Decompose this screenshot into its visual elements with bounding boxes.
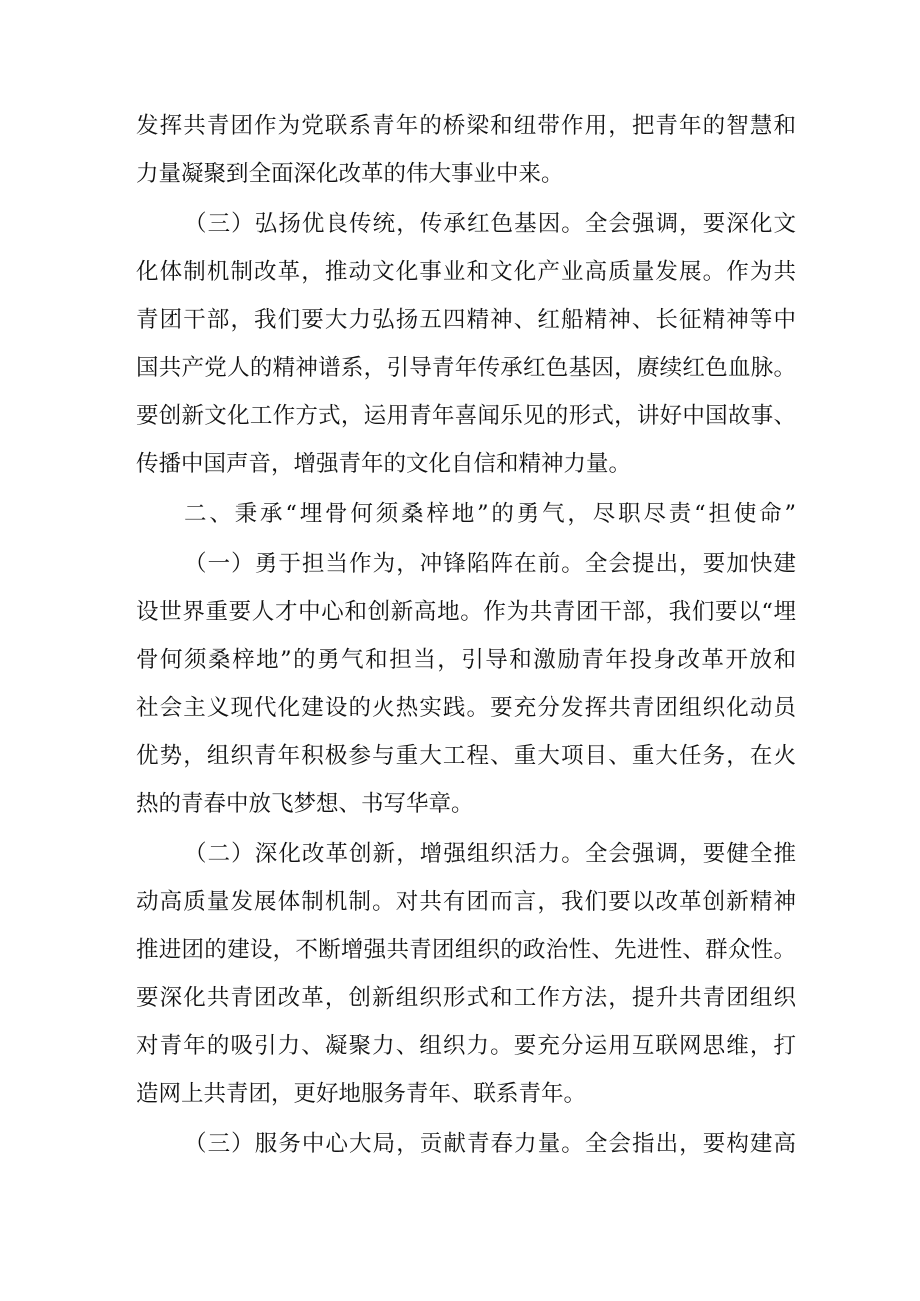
body-text-line: 传播中国声音，增强青年的文化自信和精神力量。: [136, 451, 632, 477]
body-text-line: 动高质量发展体制机制。对共有团而言，我们要以改革创新精神: [136, 889, 796, 915]
section-heading-line: （二）深化改革创新，增强组织活力。全会强调，要健全推: [184, 841, 796, 867]
body-text-line: 化体制机制改革，推动文化事业和文化产业高质量发展。作为共: [136, 259, 796, 285]
body-text-line: 要创新文化工作方式，运用青年喜闻乐见的形式，讲好中国故事、: [136, 403, 796, 429]
body-text-line: 青团干部，我们要大力弘扬五四精神、红船精神、长征精神等中: [136, 307, 796, 333]
body-text-line: 要深化共青团改革，创新组织形式和工作方法，提升共青团组织: [136, 985, 796, 1011]
section-heading-line: （三）弘扬优良传统，传承红色基因。全会强调，要深化文: [184, 211, 796, 237]
body-text-line: 设世界重要人才中心和创新高地。作为共青团干部，我们要以“埋: [136, 599, 796, 625]
body-text-line: 热的青春中放飞梦想、书写华章。: [136, 791, 474, 817]
body-text-line: 力量凝聚到全面深化改革的伟大事业中来。: [136, 161, 564, 187]
section-heading-line: （一）勇于担当作为，冲锋陷阵在前。全会提出，要加快建: [184, 551, 796, 577]
section-heading-line: （三）服务中心大局，贡献青春力量。全会指出，要构建高: [184, 1131, 796, 1157]
body-text-line: 造网上共青团，更好地服务青年、联系青年。: [136, 1081, 587, 1107]
body-text-line: 对青年的吸引力、凝聚力、组织力。要充分运用互联网思维，打: [136, 1033, 796, 1059]
chapter-heading-line: 二、秉承“埋骨何须桑梓地”的勇气，尽职尽责“担使命”: [184, 501, 796, 527]
body-text-line: 社会主义现代化建设的火热实践。要充分发挥共青团组织化动员: [136, 695, 796, 721]
body-text-line: 推进团的建设，不断增强共青团组织的政治性、先进性、群众性。: [136, 937, 796, 963]
body-text-line: 国共产党人的精神谱系，引导青年传承红色基因，赓续红色血脉。: [136, 355, 796, 381]
body-text-line: 骨何须桑梓地”的勇气和担当，引导和激励青年投身改革开放和: [136, 647, 796, 673]
body-text-line: 发挥共青团作为党联系青年的桥梁和纽带作用，把青年的智慧和: [136, 113, 796, 139]
body-text-line: 优势，组织青年积极参与重大工程、重大项目、重大任务，在火: [136, 743, 796, 769]
